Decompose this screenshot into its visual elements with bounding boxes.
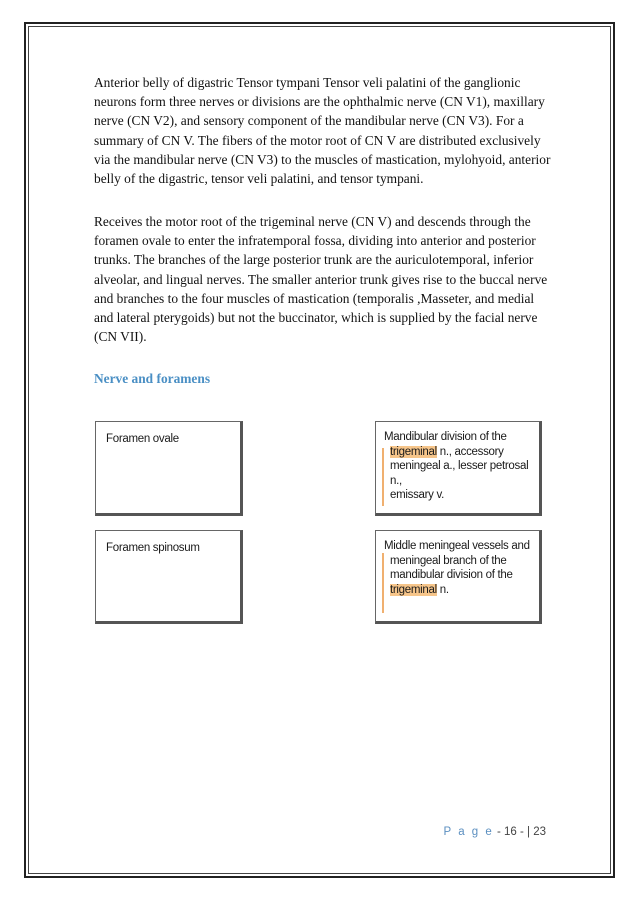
foramen-ovale-box xyxy=(95,421,243,516)
contents-line: n., accessory xyxy=(436,445,504,458)
highlighted-term: trigeminal xyxy=(390,445,437,458)
foramen-spinosum-label: Foramen spinosum xyxy=(106,542,200,554)
page-footer xyxy=(444,826,546,838)
foramen-spinosum-contents xyxy=(384,539,534,597)
contents-line: n. xyxy=(436,583,449,596)
highlighted-term: trigeminal xyxy=(390,583,437,596)
foramen-spinosum-contents-box xyxy=(375,530,542,624)
paragraph-motor-fibers: Anterior belly of digastric Tensor tympani Tensor veli palatini of the ganglionic neurons form three nerves or divisions are the ophthalmic nerve (CN V1), maxillary nerve (CN V2), and sensory component of the mandibular nerve (CN V3). For a summary of CN V. The fibers of the motor root of CN V are distributed exclusively via the mandibular nerve (CN V3) to the muscles of mastication, mylohyoid, anterior belly of the digastric, tensor veli palatini, and tensor tympani. xyxy=(94,75,551,187)
foramen-ovale-label: Foramen ovale xyxy=(106,433,179,445)
contents-line: meningeal a., lesser petrosal n., xyxy=(390,460,529,487)
contents-line: meningeal branch of the xyxy=(390,554,507,567)
contents-line: Middle meningeal vessels and xyxy=(384,540,530,552)
contents-line: emissary v. xyxy=(390,489,444,501)
contents-line: Mandibular division of the xyxy=(384,431,507,443)
section-heading: Nerve and foramens xyxy=(94,371,211,386)
foramen-ovale-contents xyxy=(384,430,534,503)
page-number: - 16 - | 23 xyxy=(493,826,546,838)
foramen-spinosum-box xyxy=(95,530,243,624)
contents-line: mandibular division of the xyxy=(390,569,513,581)
paragraph-mandibular-nerve: Receives the motor root of the trigeminal nerve (CN V) and descends through the foramen ovale to enter the infratemporal fossa, dividing into anterior and posterior trunks. The branches of the large posterior trunk are the auriculotemporal, inferior alveolar, and lingual nerves. The smaller anterior trunk gives rise to the buccal nerve and branches to the four muscles of mastication (temporalis ,Masseter, and medial and lateral pterygoids) but not the buccinator, which is supplied by the facial nerve (CN VII). xyxy=(94,214,548,345)
page-word: P a g e xyxy=(443,826,494,838)
foramen-ovale-contents-box xyxy=(375,421,542,516)
